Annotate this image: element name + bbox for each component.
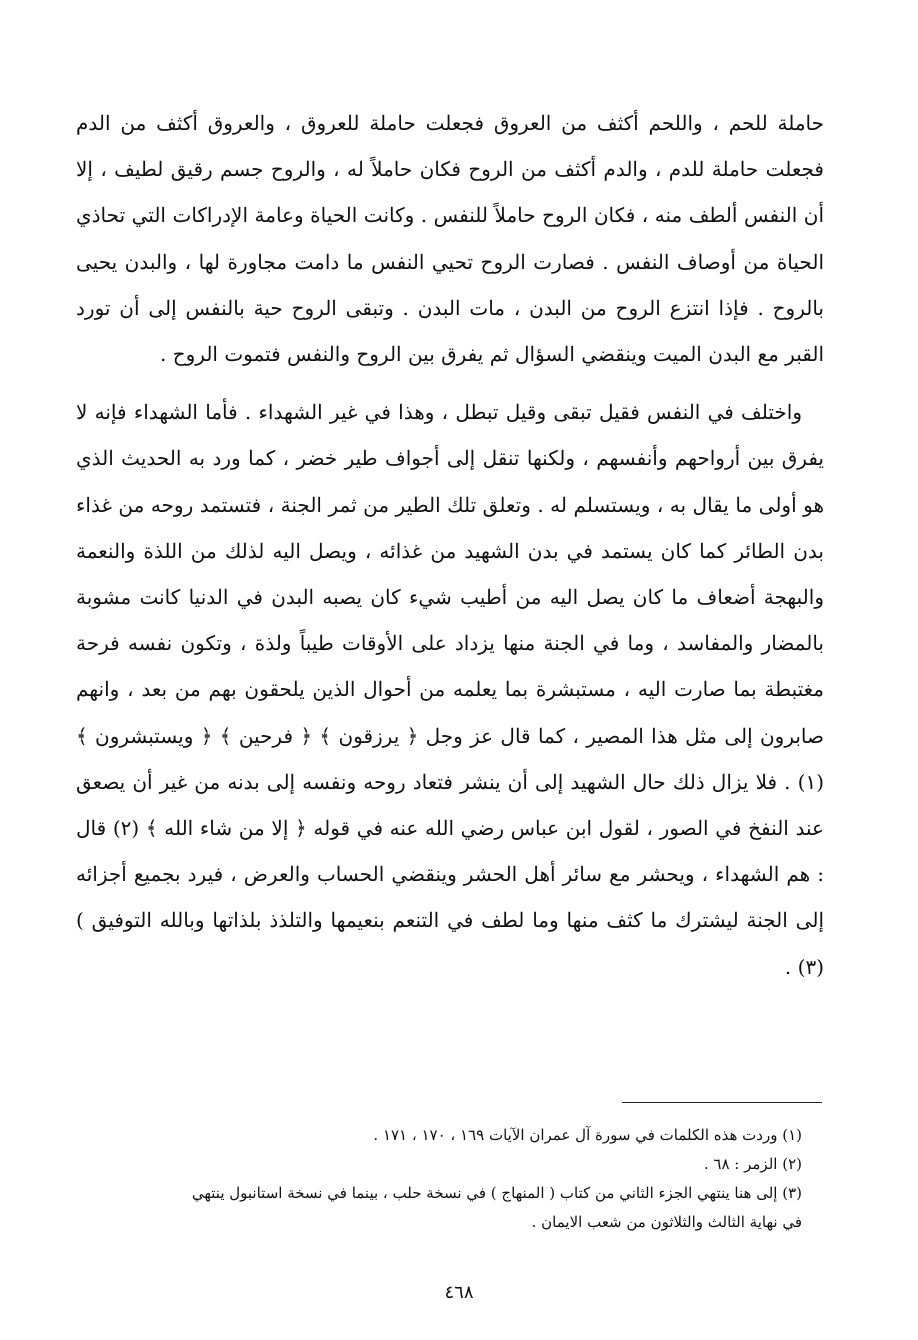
footnotes — [76, 1121, 824, 1237]
footnote-3-continuation: في نهاية الثالث والثلاثون من شعب الايمان . — [531, 1213, 802, 1231]
paragraph-2: واختلف في النفس فقيل تبقى وقيل تبطل ، وهذا في غير الشهداء . فأما الشهداء فإنه لا يفرق بين أرواحهم وأنفسهم ، ولكنها تنقل إلى أجواف طير خضر ، كما ورد به الحديث الذي هو أولى ما يقال به ، ويستسلم له . وتعلق تلك الطير من ثمر الجنة ، فتستمد روحه من غذاء بدن الطائر كما كان يستمد في بدن الشهيد من غذائه ، ويصل اليه لذلك من اللذة والنعمة والبهجة أضعاف ما كان يصل اليه من أطيب شيء كان يصبه البدن في الدنيا كانت مشوبة بالمضار والمفاسد ، وما في الجنة منها يزداد على الأوقات طيباً ولذة ، وتكون نفسه فرحة مغتبطة بما صارت اليه ، مستبشرة بما يعلمه من أحوال الذين يلحقون بهم من بعد ، وانهم صابرون إلى مثل هذا المصير ، كما قال عز وجل ﴿ يرزقون ﴾ ﴿ فرحين ﴾ ﴿ ويستبشرون ﴾ (١) . فلا يزال ذلك حال الشهيد إلى أن ينشر فتعاد روحه ونفسه إلى بدنه من غير أن يصعق عند النفخ في الصور ، لقول ابن عباس رضي الله عنه في قوله ﴿ إلا من شاء الله ﴾ (٢) قال : هم الشهداء ، ويحشر مع سائر أهل الحشر وينقضي الحساب والعرض ، فيرد بجميع أجزائه إلى الجنة ليشترك ما كثف منها وما لطف في التنعم بنعيمها والتلذذ بلذاتها وبالله التوفيق ) (٣) . — [76, 400, 824, 979]
footnote-2: (٢) الزمر : ٦٨ . — [703, 1155, 802, 1173]
paragraph-1: حاملة للحم ، واللحم أكثف من العروق فجعلت حاملة للعروق ، والعروق أكثف من الدم فجعلت حاملة للدم ، والدم أكثف من الروح فكان حاملاً له ، والروح جسم رقيق لطيف ، إلا أن النفس ألطف منه ، فكان الروح حاملاً للنفس . وكانت الحياة وعامة الإدراكات التي تحاذي الحياة من أوصاف النفس . فصارت الروح تحيي النفس ما دامت مجاورة لها ، والبدن يحيى بالروح . فإذا انتزع الروح من البدن ، مات البدن . وتبقى الروح حية بالنفس إلى أن تورد القبر مع البدن الميت وينقضي السؤال ثم يفرق بين الروح والنفس فتموت الروح . — [76, 111, 824, 367]
footnote-3: (٣) إلى هنا ينتهي الجزء الثاني من كتاب ( المنهاج ) في نسخة حلب ، بينما في نسخة استانبول ينتهي — [191, 1184, 802, 1202]
footnote-divider — [622, 1102, 822, 1103]
main-text — [76, 100, 824, 990]
page-number: ٤٦٨ — [444, 1282, 474, 1303]
footnote-1: (١) وردت هذه الكلمات في سورة آل عمران الآيات ١٦٩ ، ١٧٠ ، ١٧١ . — [373, 1126, 802, 1144]
